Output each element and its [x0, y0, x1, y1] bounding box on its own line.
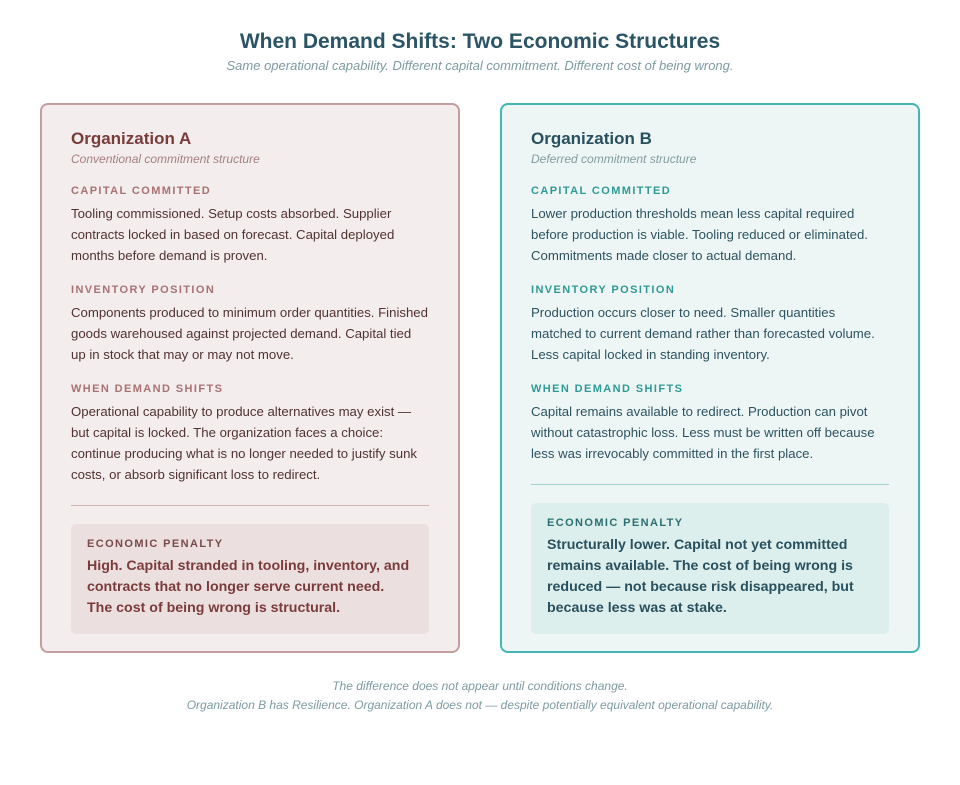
org-a-penalty-body: High. Capital stranded in tooling, inventory, and contracts that no longer serve current need. The cost of being wrong is structural.	[87, 558, 410, 616]
org-b-penalty-heading: ECONOMIC PENALTY	[547, 517, 684, 529]
org-a-penalty-box	[71, 524, 429, 634]
org-a-capital-heading: CAPITAL COMMITTED	[71, 185, 212, 197]
org-a-penalty-heading: ECONOMIC PENALTY	[87, 538, 224, 550]
org-b-demand-heading: WHEN DEMAND SHIFTS	[531, 383, 684, 395]
org-b-penalty-box	[531, 503, 889, 634]
org-b-inventory-heading: INVENTORY POSITION	[531, 284, 676, 296]
org-b-penalty-body: Structurally lower. Capital not yet committed remains available. The cost of being wrong is reduced — not because risk disappeared, but because less was at stake.	[547, 537, 854, 616]
org-a-demand-heading: WHEN DEMAND SHIFTS	[71, 383, 224, 395]
org-a-divider	[71, 505, 429, 506]
org-b-demand-body: Capital remains available to redirect. Production can pivot without catastrophic loss. Less must be written off because less was irrevocably committed in the first place.	[531, 404, 875, 461]
org-a-capital-body: Tooling commissioned. Setup costs absorbed. Supplier contracts locked in based on forecast. Capital deployed months before demand is proven.	[71, 206, 395, 263]
org-b-subtitle: Deferred commitment structure	[531, 152, 697, 166]
footer-line-2: Organization B has Resilience. Organization A does not — despite potentially equivalent operational capability.	[186, 698, 774, 712]
page-subtitle: Same operational capability. Different capital commitment. Different cost of being wrong.	[226, 58, 734, 73]
org-a-inventory-body: Components produced to minimum order quantities. Finished goods warehoused against projected demand. Capital tied up in stock that may or may not move.	[71, 305, 428, 362]
org-a-demand-body: Operational capability to produce alternatives may exist — but capital is locked. The organization faces a choice: continue producing what is no longer needed to justify sunk costs, or absorb significant loss to redirect.	[71, 404, 418, 482]
org-b-capital-heading: CAPITAL COMMITTED	[531, 185, 672, 197]
org-b-divider	[531, 484, 889, 485]
org-a-subtitle: Conventional commitment structure	[71, 152, 260, 166]
org-b-capital-body: Lower production thresholds mean less capital required before production is viable. Tooling reduced or eliminated. Commitments made closer to actual demand.	[531, 206, 868, 263]
page-title: When Demand Shifts: Two Economic Structures	[239, 30, 721, 53]
org-a-card	[40, 103, 460, 653]
footer-line-1: The difference does not appear until conditions change.	[332, 679, 628, 693]
org-b-card	[500, 103, 920, 653]
org-a-name: Organization A	[71, 129, 192, 148]
org-b-inventory-body: Production occurs closer to need. Smaller quantities matched to current demand rather than forecasted volume. Less capital locked in standing inventory.	[531, 305, 875, 362]
org-b-name: Organization B	[531, 129, 652, 148]
org-a-inventory-heading: INVENTORY POSITION	[71, 284, 216, 296]
